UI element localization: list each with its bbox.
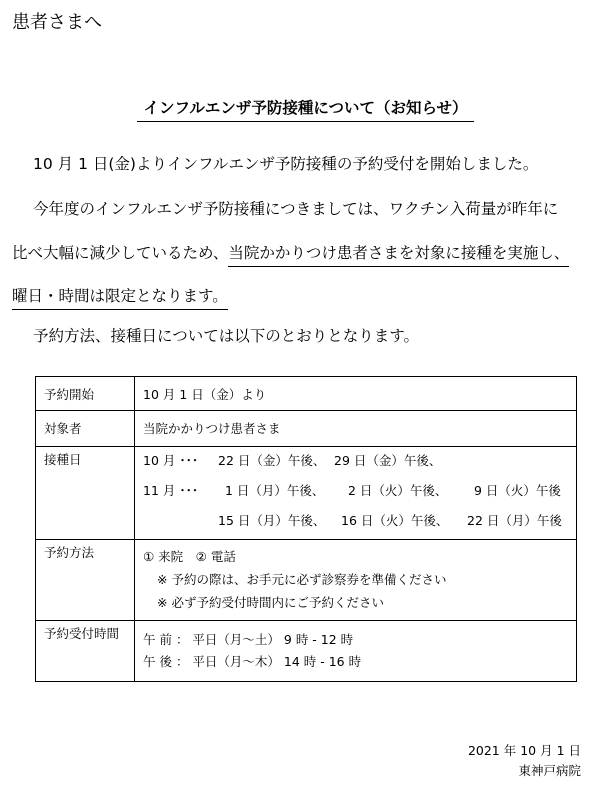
target-value-cell (135, 411, 577, 447)
footer-hospital: 東神戸病院 (518, 763, 581, 778)
paragraph-method-intro: 予約方法、接種日については以下のとおりとなります。 (33, 327, 419, 345)
addressee: 患者さまへ (12, 12, 102, 33)
table-row-start (36, 377, 577, 411)
notice-title (0, 96, 611, 122)
dates-label: 接種日 (36, 447, 135, 540)
nov-date-9: 9 日（火）午後 (474, 483, 561, 498)
nov-month: 11 月 ･･･ (143, 483, 199, 498)
vaccination-info-table (35, 376, 577, 682)
start-value: 10 月 1 日（金）より (143, 387, 267, 402)
target-label: 対象者 (36, 411, 135, 447)
nov-date-22: 22 日（月）午後 (467, 513, 562, 528)
oct-date-22: 22 日（金）午後、 (218, 453, 326, 468)
paragraph-start-date: 10 月 1 日(金)よりインフルエンザ予防接種の予約受付を開始しました。 (33, 155, 539, 173)
start-label: 予約開始 (36, 377, 135, 411)
method-note-card: ※ 予約の際は、お手元に必ず診察券を準備ください (157, 572, 447, 587)
hours-am: 午 前 ： 平日（月～土） 9 時 - 12 時 (143, 632, 354, 647)
hours-pm: 午 後 ： 平日（月～木） 14 時 - 16 時 (143, 654, 362, 669)
notice-title-text: インフルエンザ予防接種について（お知らせ） (137, 96, 473, 122)
paragraph-supply-line1: 今年度のインフルエンザ予防接種につきましては、ワクチン入荷量が昨年に (33, 200, 559, 218)
table-row-method (36, 540, 577, 621)
paragraph-supply-line2-plain: 比べ大幅に減少しているため、 (12, 244, 229, 262)
paragraph-supply-line2 (12, 241, 569, 263)
table-row-target (36, 411, 577, 447)
table-row-dates (36, 447, 577, 540)
nov-date-2: 2 日（火）午後、 (348, 483, 448, 498)
footer-date: 2021 年 10 月 1 日 (467, 743, 581, 758)
start-value-cell (135, 377, 577, 411)
paragraph-supply-line3-underlined: 曜日・時間は限定となります。 (12, 287, 228, 310)
method-options: ① 来院 ② 電話 (143, 549, 236, 564)
method-note-hours: ※ 必ず予約受付時間内にご予約ください (157, 595, 384, 610)
method-label: 予約方法 (36, 540, 135, 621)
method-value-cell (135, 540, 577, 621)
hours-value-cell (135, 621, 577, 682)
nov-date-1: 1 日（月）午後、 (225, 483, 325, 498)
dates-value-cell (135, 447, 577, 540)
hours-label: 予約受付時間 (36, 621, 135, 682)
nov-date-16: 16 日（火）午後、 (341, 513, 449, 528)
paragraph-supply-line2-underlined: 当院かかりつけ患者さまを対象に接種を実施し、 (228, 244, 569, 267)
paragraph-supply-line3 (12, 284, 228, 306)
nov-date-15: 15 日（月）午後、 (218, 513, 326, 528)
table-row-hours (36, 621, 577, 682)
oct-month: 10 月 ･･･ (143, 453, 199, 468)
oct-date-29: 29 日（金）午後、 (334, 453, 442, 468)
target-value: 当院かかりつけ患者さま (143, 421, 281, 436)
